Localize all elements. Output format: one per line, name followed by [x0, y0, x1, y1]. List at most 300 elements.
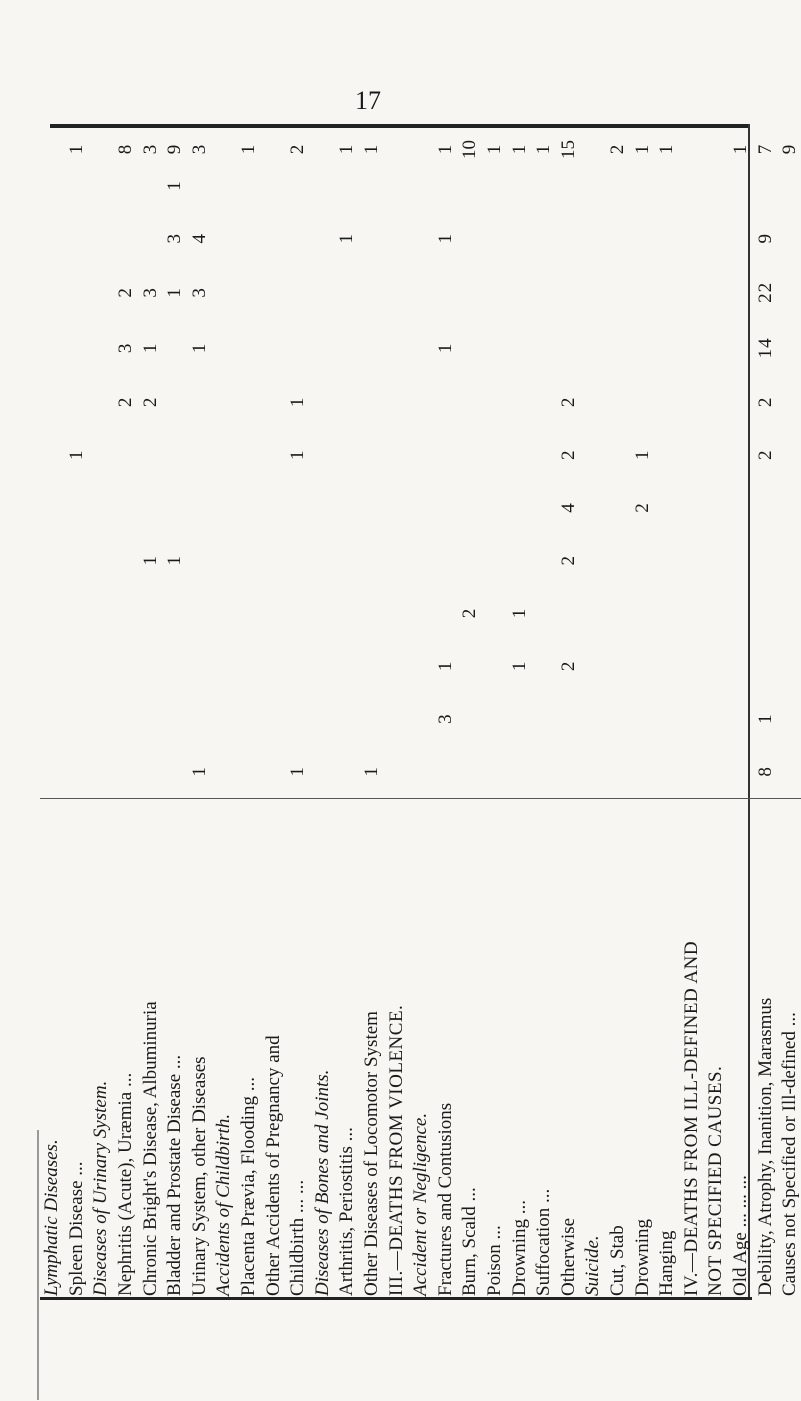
cell-value: 1	[139, 555, 161, 566]
cell-value	[138, 745, 163, 798]
cell-value: 1	[164, 287, 186, 298]
cell-value	[89, 265, 114, 320]
table-row	[237, 140, 262, 1300]
cell-value	[237, 639, 262, 692]
cell-value	[729, 481, 754, 534]
cell-value	[261, 376, 286, 429]
cell-value	[630, 212, 655, 265]
cell-value	[409, 320, 434, 375]
cell-value	[434, 428, 459, 481]
cell-value	[237, 587, 262, 640]
row-total: 1	[238, 144, 260, 155]
cell-value	[335, 428, 360, 481]
row-total: 9	[779, 144, 801, 155]
table-row	[65, 140, 90, 1300]
cell-value	[704, 639, 729, 692]
cell-value	[679, 745, 704, 798]
cell-value: 3	[188, 287, 210, 298]
cell-value	[606, 692, 631, 745]
cell-value	[360, 428, 385, 481]
cell-value	[89, 212, 114, 265]
cell-value	[261, 428, 286, 481]
section-heading-row	[311, 140, 336, 1300]
cell-value: 1	[631, 449, 653, 460]
cell-value	[704, 376, 729, 429]
cell-value	[335, 587, 360, 640]
cell-value	[581, 745, 606, 798]
cell-value	[483, 320, 508, 375]
cell-value	[261, 587, 286, 640]
cell-value	[212, 587, 237, 640]
cell-value	[556, 320, 581, 375]
cell-value	[507, 745, 532, 798]
table-row	[286, 140, 311, 1300]
cell-value	[237, 212, 262, 265]
cell-value	[384, 692, 409, 745]
cell-value	[729, 534, 754, 587]
cell-value	[483, 376, 508, 429]
row-label: Old Age ... ... ...	[729, 798, 754, 1300]
cell-value	[212, 428, 237, 481]
cell-value	[311, 428, 336, 481]
row-label: Lymphatic Diseases.	[40, 798, 65, 1300]
cell-value	[532, 159, 557, 212]
cell-value	[606, 534, 631, 587]
cell-value	[286, 692, 311, 745]
row-label: Otherwise	[556, 798, 581, 1300]
cell-value	[483, 639, 508, 692]
cell-value	[753, 534, 778, 587]
row-label: NOT SPECIFIED CAUSES.	[704, 798, 729, 1300]
cell-value	[65, 212, 90, 265]
cell-value	[409, 428, 434, 481]
cell-value	[261, 692, 286, 745]
cell-value	[507, 534, 532, 587]
row-label: Cut, Stab	[606, 798, 631, 1300]
row-label: Other Diseases of Locomotor System	[360, 798, 385, 1300]
cell-value	[532, 587, 557, 640]
cell-value	[65, 159, 90, 212]
cell-value	[237, 428, 262, 481]
table-row	[261, 140, 286, 1300]
cell-value	[212, 481, 237, 534]
cell-value	[606, 376, 631, 429]
cell-value: 9	[754, 233, 776, 244]
cell-value	[40, 534, 65, 587]
cell-value	[114, 692, 139, 745]
cell-value	[65, 639, 90, 692]
cell-value	[335, 745, 360, 798]
cell-value: 1	[287, 449, 309, 460]
cell-value	[606, 265, 631, 320]
cell-value	[237, 745, 262, 798]
cell-value	[311, 212, 336, 265]
cell-value	[384, 481, 409, 534]
major-heading-row	[704, 140, 729, 1300]
cell-value: 1	[434, 342, 456, 354]
cell-value	[458, 481, 483, 534]
cell-value: 2	[557, 449, 579, 460]
cell-value	[163, 692, 188, 745]
row-label: Bladder and Prostate Disease ...	[163, 798, 188, 1300]
cell-value	[606, 639, 631, 692]
cell-value	[311, 376, 336, 429]
cell-value: 1	[336, 233, 358, 244]
cell-value: 3	[139, 287, 161, 298]
row-total	[40, 140, 65, 159]
cell-value: 1	[287, 396, 309, 408]
cell-value	[212, 745, 237, 798]
cell-value: 1	[65, 449, 87, 460]
cell-value	[261, 212, 286, 265]
cell-value	[138, 692, 163, 745]
cell-value	[138, 428, 163, 481]
cell-value	[434, 265, 459, 320]
cell-value	[532, 265, 557, 320]
cell-value	[581, 320, 606, 375]
cell-value	[40, 587, 65, 640]
cell-value: 1	[434, 233, 456, 244]
row-total	[311, 140, 336, 159]
cell-value	[753, 587, 778, 640]
cell-value	[778, 159, 801, 212]
row-label: Suicide.	[581, 798, 606, 1300]
cell-value	[237, 692, 262, 745]
cell-value: 2	[557, 396, 579, 408]
cell-value: 2	[631, 502, 653, 513]
cell-value: 4	[188, 233, 210, 244]
cell-value: 3	[164, 233, 186, 244]
cell-value	[409, 587, 434, 640]
cell-value	[434, 159, 459, 212]
cell-value: 1	[434, 660, 456, 672]
cell-value	[335, 265, 360, 320]
row-total: 1	[533, 144, 555, 155]
row-label: III.—DEATHS FROM VIOLENCE.	[384, 798, 409, 1300]
row-label: Accident or Negligence.	[409, 798, 434, 1300]
section-heading-row	[581, 140, 606, 1300]
cell-value	[114, 587, 139, 640]
row-label: Nephritis (Acute), Uræmia ...	[114, 798, 139, 1300]
left-margin-mark	[37, 1130, 39, 1400]
table-row	[729, 140, 754, 1300]
cell-value	[335, 320, 360, 375]
row-total	[89, 140, 114, 159]
cell-value	[384, 745, 409, 798]
cell-value	[483, 534, 508, 587]
cell-value	[311, 534, 336, 587]
cell-value	[409, 534, 434, 587]
cell-value	[311, 745, 336, 798]
cell-value	[40, 428, 65, 481]
cell-value	[655, 320, 680, 375]
row-total: 1	[434, 144, 456, 155]
cell-value	[237, 265, 262, 320]
cell-value	[360, 265, 385, 320]
cell-value	[286, 320, 311, 375]
table-row	[434, 140, 459, 1300]
cell-value	[729, 159, 754, 212]
row-label: Accidents of Childbirth.	[212, 798, 237, 1300]
cell-value	[679, 159, 704, 212]
cell-value	[458, 159, 483, 212]
row-label: Fractures and Contusions	[434, 798, 459, 1300]
cell-value	[679, 428, 704, 481]
cell-value	[188, 376, 213, 429]
cell-value	[778, 692, 801, 745]
cell-value	[237, 534, 262, 587]
cell-value	[360, 159, 385, 212]
cell-value	[434, 745, 459, 798]
cell-value	[360, 692, 385, 745]
cell-value	[778, 428, 801, 481]
cell-value	[753, 159, 778, 212]
row-label: Arthritis, Periostitis ...	[335, 798, 360, 1300]
cell-value: 2	[557, 555, 579, 566]
cell-value: 1	[287, 766, 309, 777]
cell-value	[335, 692, 360, 745]
cell-value	[311, 692, 336, 745]
cell-value	[65, 481, 90, 534]
cell-value	[704, 159, 729, 212]
row-total: 1	[729, 144, 751, 155]
cell-value	[507, 212, 532, 265]
cell-value	[286, 534, 311, 587]
cell-value	[679, 212, 704, 265]
cell-value	[778, 745, 801, 798]
cell-value	[778, 587, 801, 640]
cell-value	[40, 320, 65, 375]
cell-value	[729, 745, 754, 798]
cell-value	[409, 745, 434, 798]
cell-value	[40, 692, 65, 745]
cell-value	[138, 159, 163, 212]
row-total: 3	[139, 144, 161, 155]
cell-value	[532, 481, 557, 534]
cell-value	[188, 587, 213, 640]
cell-value	[581, 265, 606, 320]
row-total: 1	[336, 144, 358, 155]
cell-value	[384, 639, 409, 692]
row-total: 8	[115, 144, 137, 155]
cell-value	[163, 639, 188, 692]
cell-value	[556, 212, 581, 265]
cell-value	[65, 265, 90, 320]
cell-value	[311, 481, 336, 534]
cell-value	[65, 320, 90, 375]
cell-value	[335, 534, 360, 587]
row-label: Diseases of Urinary System.	[89, 798, 114, 1300]
cell-value	[188, 159, 213, 212]
cell-value	[311, 265, 336, 320]
cell-value: 1	[754, 713, 776, 724]
row-label: Suffocation ...	[532, 798, 557, 1300]
cell-value: 22	[754, 281, 776, 303]
cell-value	[65, 692, 90, 745]
cell-value	[532, 639, 557, 692]
cell-value	[630, 639, 655, 692]
cell-value: 1	[188, 342, 210, 354]
cell-value	[606, 745, 631, 798]
cell-value	[606, 159, 631, 212]
row-total: 1	[361, 144, 383, 155]
cell-value	[409, 639, 434, 692]
cell-value	[704, 587, 729, 640]
cell-value	[40, 376, 65, 429]
cell-value	[360, 320, 385, 375]
cell-value	[507, 428, 532, 481]
cell-value	[729, 212, 754, 265]
row-label: Hanging	[655, 798, 680, 1300]
cell-value	[360, 587, 385, 640]
row-total	[384, 140, 409, 159]
row-total	[581, 140, 606, 159]
cell-value	[458, 745, 483, 798]
table-row	[163, 140, 188, 1300]
cell-value	[65, 376, 90, 429]
cell-value	[286, 265, 311, 320]
table-row	[483, 140, 508, 1300]
cell-value	[778, 376, 801, 429]
cell-value	[532, 320, 557, 375]
mortality-table	[40, 140, 801, 1300]
cell-value	[360, 639, 385, 692]
cell-value	[556, 159, 581, 212]
cell-value	[458, 376, 483, 429]
major-heading-row	[384, 140, 409, 1300]
cell-value	[458, 428, 483, 481]
cell-value	[360, 534, 385, 587]
cell-value	[188, 481, 213, 534]
table-row	[188, 140, 213, 1300]
cell-value	[483, 212, 508, 265]
cell-value	[261, 534, 286, 587]
cell-value	[458, 320, 483, 375]
row-total: 2	[287, 144, 309, 155]
cell-value	[40, 481, 65, 534]
table-row	[606, 140, 631, 1300]
cell-value	[434, 534, 459, 587]
row-label: Drowning	[630, 798, 655, 1300]
cell-value: 1	[139, 342, 161, 354]
cell-value	[655, 265, 680, 320]
cell-value	[409, 376, 434, 429]
row-label: Spleen Disease ...	[65, 798, 90, 1300]
cell-value	[729, 639, 754, 692]
cell-value	[89, 534, 114, 587]
cell-value	[409, 159, 434, 212]
cell-value: 2	[115, 396, 137, 408]
row-label: Burn, Scald ...	[458, 798, 483, 1300]
cell-value	[679, 481, 704, 534]
cell-value	[778, 320, 801, 375]
row-total: 1	[483, 144, 505, 155]
row-total: 1	[508, 144, 530, 155]
cell-value	[704, 745, 729, 798]
cell-value: 8	[754, 766, 776, 777]
row-label: Placenta Prævia, Flooding ...	[237, 798, 262, 1300]
table-row	[360, 140, 385, 1300]
row-label: Chronic Bright's Disease, Albuminuria	[138, 798, 163, 1300]
cell-value	[532, 376, 557, 429]
cell-value	[778, 534, 801, 587]
cell-value	[114, 428, 139, 481]
cell-value	[655, 534, 680, 587]
cell-value	[40, 639, 65, 692]
row-label: Urinary System, other Diseases	[188, 798, 213, 1300]
table-body	[40, 140, 801, 1300]
cell-value	[655, 376, 680, 429]
table-row	[114, 140, 139, 1300]
cell-value: 2	[557, 660, 579, 672]
cell-value	[483, 587, 508, 640]
cell-value	[384, 534, 409, 587]
cell-value	[65, 587, 90, 640]
cell-value	[556, 265, 581, 320]
row-total	[679, 140, 704, 159]
cell-value	[40, 745, 65, 798]
cell-value	[532, 212, 557, 265]
cell-value	[434, 481, 459, 534]
cell-value	[606, 320, 631, 375]
section-heading-row	[89, 140, 114, 1300]
cell-value	[188, 692, 213, 745]
row-total	[704, 140, 729, 159]
cell-value	[483, 265, 508, 320]
cell-value	[679, 692, 704, 745]
cell-value	[212, 212, 237, 265]
cell-value	[655, 745, 680, 798]
table-row	[655, 140, 680, 1300]
cell-value	[114, 639, 139, 692]
cell-value	[581, 534, 606, 587]
cell-value	[679, 376, 704, 429]
cell-value	[286, 212, 311, 265]
cell-value	[311, 587, 336, 640]
cell-value	[138, 639, 163, 692]
cell-value	[630, 159, 655, 212]
cell-value: 1	[508, 660, 530, 672]
cell-value	[212, 376, 237, 429]
cell-value	[630, 534, 655, 587]
cell-value	[360, 376, 385, 429]
row-total: 10	[459, 140, 481, 159]
row-label: Childbirth ... ...	[286, 798, 311, 1300]
cell-value	[65, 534, 90, 587]
cell-value	[532, 745, 557, 798]
cell-value	[532, 534, 557, 587]
cell-value: 2	[139, 396, 161, 408]
cell-value	[483, 428, 508, 481]
cell-value	[655, 587, 680, 640]
cell-value	[704, 320, 729, 375]
cell-value	[114, 159, 139, 212]
row-total: 1	[656, 144, 678, 155]
cell-value	[753, 639, 778, 692]
table-row	[556, 140, 581, 1300]
row-label: IV.—DEATHS FROM ILL-DEFINED AND	[679, 798, 704, 1300]
cell-value: 1	[164, 555, 186, 566]
cell-value	[114, 745, 139, 798]
cell-value	[778, 481, 801, 534]
cell-value	[40, 159, 65, 212]
cell-value	[286, 159, 311, 212]
cell-value	[606, 481, 631, 534]
cell-value	[261, 265, 286, 320]
cell-value	[89, 376, 114, 429]
row-total: 15	[557, 140, 579, 159]
cell-value	[163, 587, 188, 640]
